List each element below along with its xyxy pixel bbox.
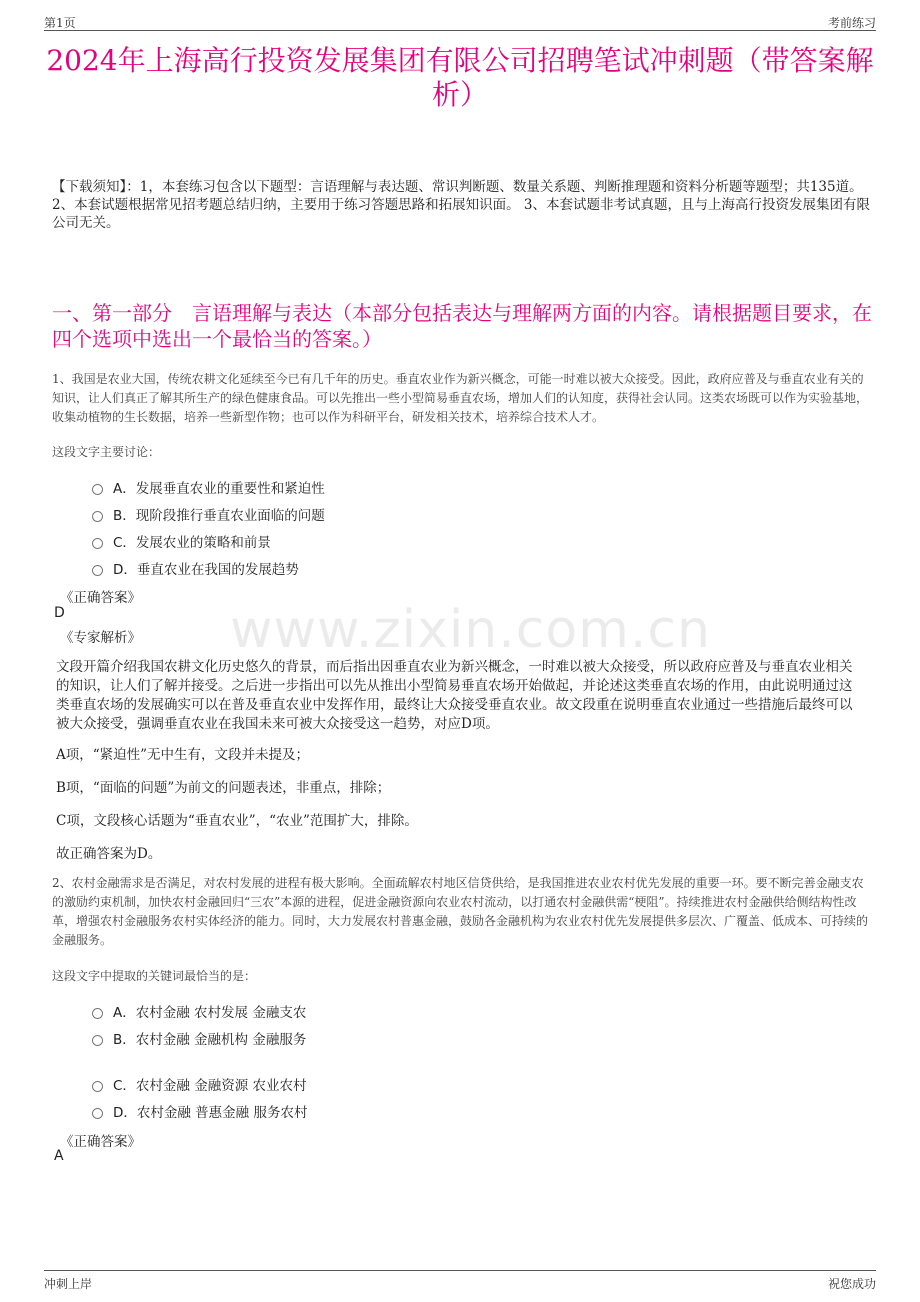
page-title: 2024年上海高行投资发展集团有限公司招聘笔试冲刺题（带答案解析） (46, 44, 874, 111)
radio-icon[interactable] (92, 565, 103, 576)
question-1-text: 1、我国是农业大国，传统农耕文化延续至今已有几千年的历史。垂直农业作为新兴概念，可能一时难以被大众接受。因此，政府应普及与垂直农业有关的知识，让人们真正了解其所生产的绿色健康食品。可以先推出一些小型简易垂直农场，增加人们的认知度，获得社会认同。这类农场既可以作为实验基地，收集动植物的生长数据，培养一些新型作物；也可以作为科研平台，研发相关技术，培养综合技术人才。 (52, 372, 869, 424)
footer-right-text: 祝您成功 (827, 1277, 876, 1291)
question-2-answer-tag: 《正确答案》 (60, 1134, 141, 1150)
question-1-answer: D (54, 605, 65, 621)
watermark: www.zixin.com.cn (230, 600, 711, 660)
question-2-option-a[interactable]: A．农村金融 农村发展 金融支农 (92, 1001, 306, 1021)
question-1-answer-tag: 《正确答案》 (60, 590, 141, 606)
question-1-analysis-line-a: A项，“紧迫性”无中生有，文段并未提及； (56, 747, 310, 763)
question-2-option-d[interactable]: D．农村金融 普惠金融 服务农村 (92, 1101, 307, 1121)
question-1-option-c[interactable]: C．发展农业的策略和前景 (92, 531, 271, 551)
question-2-stem: 这段文字中提取的关键词最恰当的是： (52, 969, 257, 983)
radio-icon[interactable] (92, 484, 103, 495)
radio-icon[interactable] (92, 1108, 103, 1119)
radio-icon[interactable] (92, 511, 103, 522)
download-notice: 【下载须知】：1，本套练习包含以下题型：言语理解与表达题、常识判断题、数量关系题、判断推理题和资料分析题等题型；共135道。 2、本套试题根据常见招考题总结归纳，主要用于练习答题思路和拓展知识面。 3、本套试题非考试真题，且与上海高行投资发展集团有限公司无关。 (52, 179, 870, 231)
question-1-analysis-line-b: B项，“面临的问题”为前文的问题表述，非重点，排除； (56, 780, 391, 796)
question-2-answer: A (54, 1148, 64, 1164)
question-1-analysis-tag: 《专家解析》 (60, 630, 141, 646)
radio-icon[interactable] (92, 1081, 103, 1092)
question-2-option-c[interactable]: C．农村金融 金融资源 农业农村 (92, 1074, 307, 1094)
question-1-option-a[interactable]: A．发展垂直农业的重要性和紧迫性 (92, 477, 325, 497)
question-1-analysis-line-c: C项，文段核心话题为“垂直农业”，“农业”范围扩大，排除。 (56, 813, 418, 829)
page-footer (44, 1270, 876, 1295)
page-header (44, 8, 876, 31)
radio-icon[interactable] (92, 538, 103, 549)
footer-left-text: 冲刺上岸 (44, 1277, 93, 1291)
question-2-text: 2、农村金融需求是否满足，对农村发展的进程有极大影响。全面疏解农村地区信贷供给，是我国推进农业农村优先发展的重要一环。要不断完善金融支农的激励约束机制，加快农村金融回归“三农”本源的进程，促进金融资源向农业农村流动，以打通农村金融供需“梗阻”。持续推进农村金融供给侧结构性改革，增强农村金融服务农村实体经济的能力。同时，大力发展农村普惠金融，鼓励各金融机构为农业农村优先发展提供多层次、广覆盖、低成本、可持续的金融服务。 (52, 876, 869, 947)
header-label: 考前练习 (827, 16, 876, 30)
page-number: 第1页 (44, 16, 76, 30)
question-2-option-b[interactable]: B．农村金融 金融机构 金融服务 (92, 1028, 306, 1048)
radio-icon[interactable] (92, 1008, 103, 1019)
question-1-option-d[interactable]: D．垂直农业在我国的发展趋势 (92, 558, 299, 578)
radio-icon[interactable] (92, 1035, 103, 1046)
question-1-conclusion: 故正确答案为D。 (56, 846, 162, 862)
question-1-stem: 这段文字主要讨论： (52, 445, 161, 459)
question-1-analysis: 文段开篇介绍我国农耕文化历史悠久的背景，而后指出因垂直农业为新兴概念，一时难以被大众接受，所以政府应普及与垂直农业相关的知识，让人们了解并接受。之后进一步指出可以先从推出小型简易垂直农场开始做起，并论述这类垂直农场的作用，由此说明通过这类垂直农场的发展确实可以在普及垂直农业中发挥作用，最终让大众接受垂直农业。故文段重在说明垂直农业通过一些措施后最终可以被大众接受，强调垂直农业在我国未来可被大众接受这一趋势，对应D项。 (56, 659, 853, 732)
question-1-option-b[interactable]: B．现阶段推行垂直农业面临的问题 (92, 504, 325, 524)
section-heading: 一、第一部分 言语理解与表达（本部分包括表达与理解两方面的内容。请根据题目要求，在四个选项中选出一个最恰当的答案。） (52, 301, 872, 351)
